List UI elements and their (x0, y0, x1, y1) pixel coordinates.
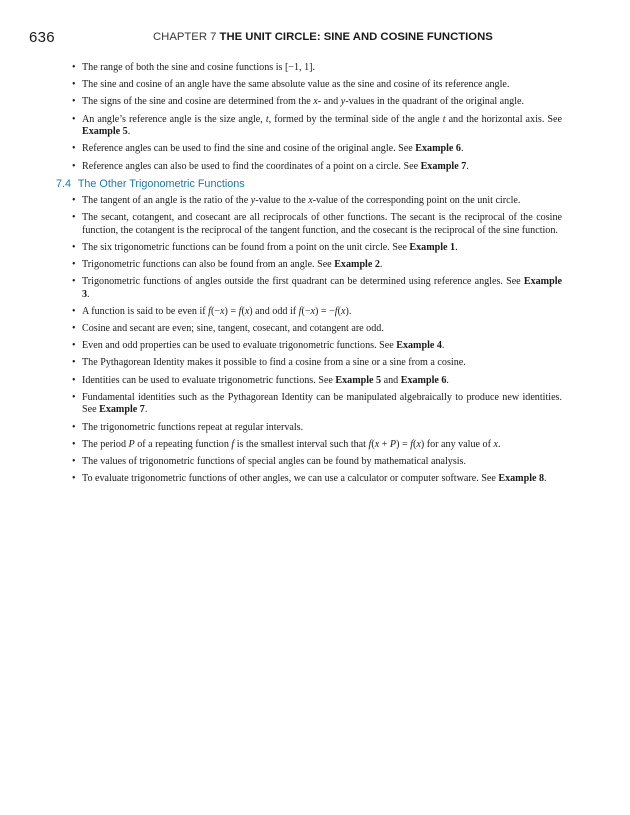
text-segment: ) = (396, 438, 411, 450)
text-segment: -value of the corresponding point on the unit circle. (312, 194, 521, 206)
text-segment: The sine and cosine of an angle have the same absolute value as the sine and cosine of its reference angle. (82, 79, 510, 91)
text-segment: f (238, 305, 242, 317)
text-segment: . (441, 340, 445, 352)
text-segment: x (310, 305, 315, 317)
text-segment: The period (82, 438, 129, 450)
page-number: 636 (29, 29, 55, 46)
text-segment: Trigonometric functions of angles outside the first quadrant can be determined using reference angles. See (82, 276, 524, 288)
chapter-title (153, 31, 493, 43)
text-segment: ) and odd if (249, 305, 299, 317)
text-segment: and the horizontal axis. See (445, 113, 562, 125)
list-item (56, 456, 562, 469)
text-segment: and (381, 374, 401, 386)
text-segment: The Pythagorean Identity makes it possible to find a cosine from a sine or a sine from a cosine. (82, 357, 466, 369)
text-segment: P (389, 438, 397, 450)
example-reference: Example 7 (420, 160, 467, 172)
text-segment: . (87, 288, 90, 300)
list-item (56, 439, 562, 452)
text-segment: y (250, 194, 256, 206)
text-segment: The secant, cotangent, and cosecant are all reciprocals of other functions. The secant is the reciprocal of the cosine function, the cotangent is the reciprocal of the tangent function, and the cosecant is the reciprocal of the sine function. (82, 211, 562, 236)
text-segment: . (544, 473, 547, 485)
section-heading-7-4 (56, 178, 562, 190)
section-7-4-summary-list (56, 195, 562, 486)
list-item (56, 143, 562, 156)
list-item (56, 195, 562, 208)
list-item (56, 114, 562, 139)
chapter-label: CHAPTER 7 (153, 31, 217, 43)
list-item (56, 473, 562, 486)
page-content (56, 62, 562, 490)
text-segment: f (368, 438, 372, 450)
text-segment: Trigonometric functions can also be found from an angle. See (82, 258, 335, 270)
text-segment: . (144, 404, 148, 416)
text-segment: x (244, 305, 250, 317)
example-reference: Example 4 (396, 340, 442, 352)
text-segment: x (220, 305, 225, 317)
text-segment: P (128, 438, 135, 450)
text-segment: ( (413, 438, 417, 450)
text-segment: x (374, 438, 380, 450)
text-segment: f (410, 438, 414, 450)
section-number: 7.4 (56, 177, 72, 190)
text-segment: ). (345, 305, 352, 317)
text-segment: Even and odd properties can be used to evaluate trigonometric functions. See (82, 340, 397, 352)
text-segment: Cosine and secant are even; sine, tangent, cosecant, and cotangent are odd. (82, 323, 384, 335)
text-segment: . (497, 438, 501, 450)
list-item (56, 276, 562, 301)
text-segment: To evaluate trigonometric functions of other angles, we can use a calculator or computer software. See (82, 473, 499, 485)
list-item (56, 161, 562, 174)
text-segment: An angle’s reference angle is the size angle, (82, 113, 266, 125)
text-segment: x (313, 96, 318, 108)
text-segment: x (493, 438, 498, 450)
list-item (56, 259, 562, 272)
text-segment: ( (337, 305, 341, 317)
text-segment: (− (210, 305, 221, 317)
text-segment: + (379, 438, 390, 450)
list-item (56, 422, 562, 435)
text-segment: . (127, 126, 131, 138)
list-item (56, 79, 562, 92)
text-segment: - and (317, 96, 341, 108)
example-reference: Example 6 (415, 143, 461, 155)
text-segment: t (265, 113, 269, 125)
text-segment: t (442, 113, 446, 125)
example-reference: Example 2 (334, 258, 380, 270)
text-segment: The trigonometric functions repeat at regular intervals. (82, 421, 304, 433)
section-title: The Other Trigonometric Functions (77, 177, 245, 190)
example-reference: Example 8 (498, 473, 545, 485)
text-segment: -value to the (255, 194, 309, 206)
text-segment: , formed by the terminal side of the angle (268, 113, 443, 125)
list-item (56, 375, 562, 388)
text-segment: y (340, 96, 346, 108)
text-segment: ( (241, 305, 245, 317)
text-segment: . (446, 374, 449, 386)
example-reference: Example 3 (82, 276, 562, 300)
text-segment: The range of both the sine and cosine functions is [−1, 1]. (82, 62, 316, 73)
chapter-name: THE UNIT CIRCLE: SINE AND COSINE FUNCTIONS (219, 31, 493, 43)
example-reference: Example 7 (99, 404, 145, 416)
text-segment: ( (371, 438, 375, 450)
list-item (56, 62, 562, 75)
text-segment: f (231, 438, 235, 450)
example-reference: Example 5 (335, 374, 382, 386)
list-item (56, 340, 562, 353)
text-segment: f (334, 305, 338, 317)
list-item (56, 323, 562, 336)
section-7-3-summary-list (56, 62, 562, 173)
example-reference: Example 1 (409, 241, 456, 253)
text-segment: The tangent of an angle is the ratio of the (82, 194, 251, 206)
text-segment: is the smallest interval such that (234, 438, 369, 450)
text-segment: The six trigonometric functions can be found from a point on the unit circle. See (82, 241, 410, 253)
list-item (56, 306, 562, 319)
text-segment: -values in the quadrant of the original angle. (345, 96, 525, 108)
list-item (56, 242, 562, 255)
text-segment: Reference angles can be used to find the sine and cosine of the original angle. See (82, 143, 416, 155)
text-segment: x (416, 438, 421, 450)
text-segment: f (208, 305, 211, 317)
list-item (56, 212, 562, 237)
text-segment: ) = (224, 305, 239, 317)
example-reference: Example 6 (400, 374, 447, 386)
text-segment: ) for any value of (420, 438, 494, 450)
text-segment: x (308, 194, 313, 206)
text-segment: Identities can be used to evaluate trigonometric functions. See (82, 374, 336, 386)
text-segment: . (460, 143, 464, 155)
list-item (56, 392, 562, 417)
text-segment: Fundamental identities such as the Pythagorean Identity can be manipulated algebraically to produce new identities. See (82, 391, 562, 416)
page-header (29, 29, 570, 47)
text-segment: of a repeating function (134, 438, 232, 450)
text-segment: (− (301, 305, 311, 317)
example-reference: Example 5 (82, 126, 128, 138)
text-segment: A function is said to be even if (82, 305, 209, 317)
text-segment: Reference angles can also be used to find the coordinates of a point on a circle. See (82, 160, 421, 172)
text-segment: . (379, 258, 383, 270)
text-segment: x (340, 305, 346, 317)
text-segment: ) = − (315, 305, 335, 317)
text-segment: . (455, 241, 458, 253)
text-segment: The values of trigonometric functions of special angles can be found by mathematical analysis. (82, 455, 467, 467)
list-item (56, 96, 562, 109)
text-segment: The signs of the sine and cosine are determined from the (82, 96, 314, 108)
text-segment: . (466, 160, 469, 172)
text-segment: f (298, 305, 302, 317)
list-item (56, 357, 562, 370)
